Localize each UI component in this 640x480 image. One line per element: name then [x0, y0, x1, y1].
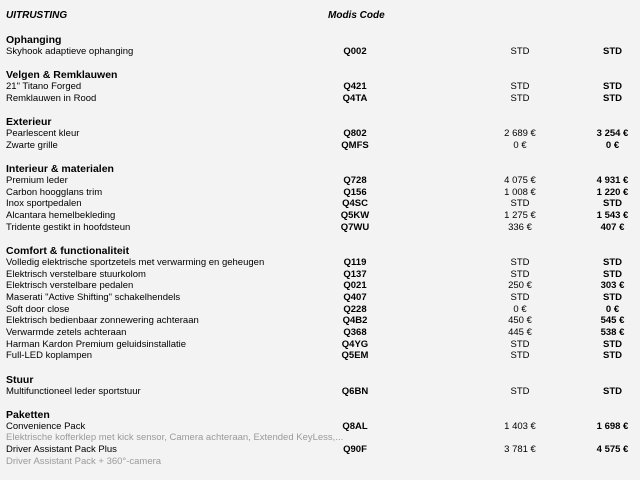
- option-row: [0, 93, 640, 105]
- option-price: STD: [510, 81, 530, 93]
- section-title: Comfort & functionaliteit: [6, 244, 130, 257]
- option-name: Elektrisch verstelbare pedalen: [6, 280, 134, 292]
- option-total: 0 €: [605, 139, 620, 151]
- option-total: STD: [603, 268, 622, 280]
- option-description: Elektrische kofferklep met kick sensor, Camera achteraan, Extended KeyLess,...: [6, 432, 344, 444]
- option-code: Q90F: [343, 444, 367, 456]
- option-code: Q002: [343, 46, 367, 57]
- option-row: [0, 187, 640, 199]
- option-row: [0, 315, 640, 327]
- section-title: Paketten: [6, 408, 50, 421]
- option-total: 0 €: [605, 303, 620, 315]
- section-title: Interieur & materialen: [6, 162, 114, 175]
- option-code: Q137: [343, 268, 367, 280]
- option-code: Q421: [343, 81, 367, 93]
- option-name: Soft door close: [6, 303, 70, 315]
- option-price: 2 689 €: [504, 128, 536, 140]
- option-code: Q8AL: [342, 420, 368, 432]
- option-total: 4 931 €: [596, 174, 629, 186]
- option-code: Q728: [343, 174, 367, 186]
- option-code: Q802: [343, 128, 367, 140]
- option-code: Q407: [343, 291, 367, 303]
- option-name: Full-LED koplampen: [6, 350, 93, 362]
- option-total: 1 698 €: [596, 420, 629, 432]
- option-row: [0, 421, 640, 433]
- section: [0, 163, 640, 233]
- option-code: Q119: [343, 256, 367, 268]
- option-price: STD: [510, 256, 530, 268]
- option-total: 303 €: [600, 280, 625, 292]
- option-price: 450 €: [508, 315, 532, 327]
- option-name: Driver Assistant Pack Plus: [6, 444, 117, 456]
- option-row: [0, 46, 640, 58]
- option-row: [0, 210, 640, 222]
- option-price: STD: [510, 350, 530, 362]
- section: [0, 69, 640, 104]
- option-price: 445 €: [508, 327, 532, 338]
- option-price: STD: [510, 46, 530, 57]
- option-total: 4 575 €: [596, 444, 629, 456]
- option-price: 336 €: [508, 221, 532, 233]
- option-name: Remklauwen in Rood: [6, 92, 97, 104]
- option-total: STD: [603, 198, 622, 210]
- option-row: [0, 339, 640, 351]
- option-row: [0, 444, 640, 456]
- section-title: Stuur: [6, 373, 34, 386]
- option-price: STD: [510, 92, 530, 104]
- section-title: Ophanging: [6, 34, 62, 46]
- option-total: 538 €: [600, 327, 625, 338]
- option-code: Q7WU: [340, 221, 370, 233]
- option-price: 3 781 €: [504, 444, 536, 456]
- option-row: [0, 175, 640, 187]
- option-name: Verwarmde zetels achteraan: [6, 327, 127, 338]
- option-name: Convenience Pack: [6, 420, 86, 432]
- option-code: Q4B2: [342, 315, 368, 327]
- option-code: Q6BN: [341, 385, 369, 397]
- option-name: Multifunctioneel leder sportstuur: [6, 385, 141, 397]
- section: [0, 245, 640, 362]
- option-row: [0, 257, 640, 269]
- option-code: Q021: [343, 280, 367, 292]
- option-row: [0, 304, 640, 316]
- option-code: Q368: [343, 327, 367, 338]
- option-total: 1 543 €: [596, 210, 629, 221]
- option-price: 1 403 €: [504, 420, 536, 432]
- option-name: Skyhook adaptieve ophanging: [6, 46, 134, 57]
- option-code: Q4TA: [342, 92, 368, 104]
- option-total: STD: [603, 291, 622, 303]
- option-code: QMFS: [341, 139, 369, 151]
- section: [0, 409, 640, 468]
- option-code: Q4YG: [341, 338, 369, 350]
- option-total: STD: [603, 256, 622, 268]
- option-row: [0, 350, 640, 362]
- option-code: Q5KW: [340, 210, 370, 221]
- modis-code-header: Modis Code: [328, 10, 385, 21]
- option-price: 0 €: [513, 303, 527, 315]
- option-code: Q5EM: [341, 350, 369, 362]
- option-total: 3 254 €: [596, 128, 629, 140]
- option-total: STD: [603, 81, 622, 93]
- option-row: [0, 81, 640, 93]
- option-name: Elektrisch bedienbaar zonnewering achteraan: [6, 315, 199, 327]
- option-row: [0, 198, 640, 210]
- option-name: Pearlescent kleur: [6, 128, 80, 140]
- equipment-list: [0, 34, 640, 479]
- section: [0, 116, 640, 151]
- option-code: Q4SC: [342, 198, 368, 210]
- option-row: [0, 327, 640, 339]
- option-total: 407 €: [600, 221, 625, 233]
- option-price: 1 008 €: [504, 186, 536, 198]
- option-name: Alcantara hemelbekleding: [6, 210, 116, 221]
- option-price: STD: [510, 198, 530, 210]
- option-row: [0, 222, 640, 234]
- option-total: STD: [603, 385, 622, 397]
- section-title: Velgen & Remklauwen: [6, 69, 118, 82]
- section: [0, 374, 640, 398]
- option-price: 0 €: [513, 139, 527, 151]
- option-row: [0, 292, 640, 304]
- option-description: Driver Assistant Pack + 360°-camera: [6, 455, 162, 467]
- option-total: 1 220 €: [596, 186, 629, 198]
- option-total: STD: [603, 338, 622, 350]
- option-total: STD: [603, 92, 622, 104]
- option-total: 545 €: [600, 315, 625, 327]
- equipment-header: UITRUSTING: [6, 10, 68, 21]
- option-name: Volledig elektrische sportzetels met verwarming en geheugen: [6, 256, 265, 268]
- option-row: [0, 140, 640, 152]
- option-price: STD: [510, 338, 530, 350]
- option-row: [0, 386, 640, 398]
- option-name: Inox sportpedalen: [6, 198, 82, 210]
- option-price: STD: [510, 385, 530, 397]
- section: [0, 34, 640, 58]
- option-row: [0, 128, 640, 140]
- option-price: STD: [510, 291, 530, 303]
- option-price: 4 075 €: [504, 174, 536, 186]
- option-name: 21" Titano Forged: [6, 81, 82, 93]
- option-name: Zwarte grille: [6, 139, 58, 151]
- option-code: Q228: [343, 303, 367, 315]
- section-title: Exterieur: [6, 116, 52, 129]
- option-name: Harman Kardon Premium geluidsinstallatie: [6, 338, 187, 350]
- option-name: Maserati "Active Shifting" schakelhendels: [6, 291, 181, 303]
- option-name: Elektrisch verstelbare stuurkolom: [6, 268, 146, 280]
- option-name: Premium leder: [6, 174, 68, 186]
- option-name: Carbon hoogglans trim: [6, 186, 103, 198]
- option-total: STD: [603, 46, 622, 57]
- option-price: 1 275 €: [504, 210, 536, 221]
- option-total: STD: [603, 350, 622, 362]
- option-code: Q156: [343, 186, 367, 198]
- option-row: [0, 269, 640, 281]
- option-price: STD: [510, 268, 530, 280]
- option-name: Tridente gestikt in hoofdsteun: [6, 221, 131, 233]
- option-row: [0, 280, 640, 292]
- option-price: 250 €: [508, 280, 532, 292]
